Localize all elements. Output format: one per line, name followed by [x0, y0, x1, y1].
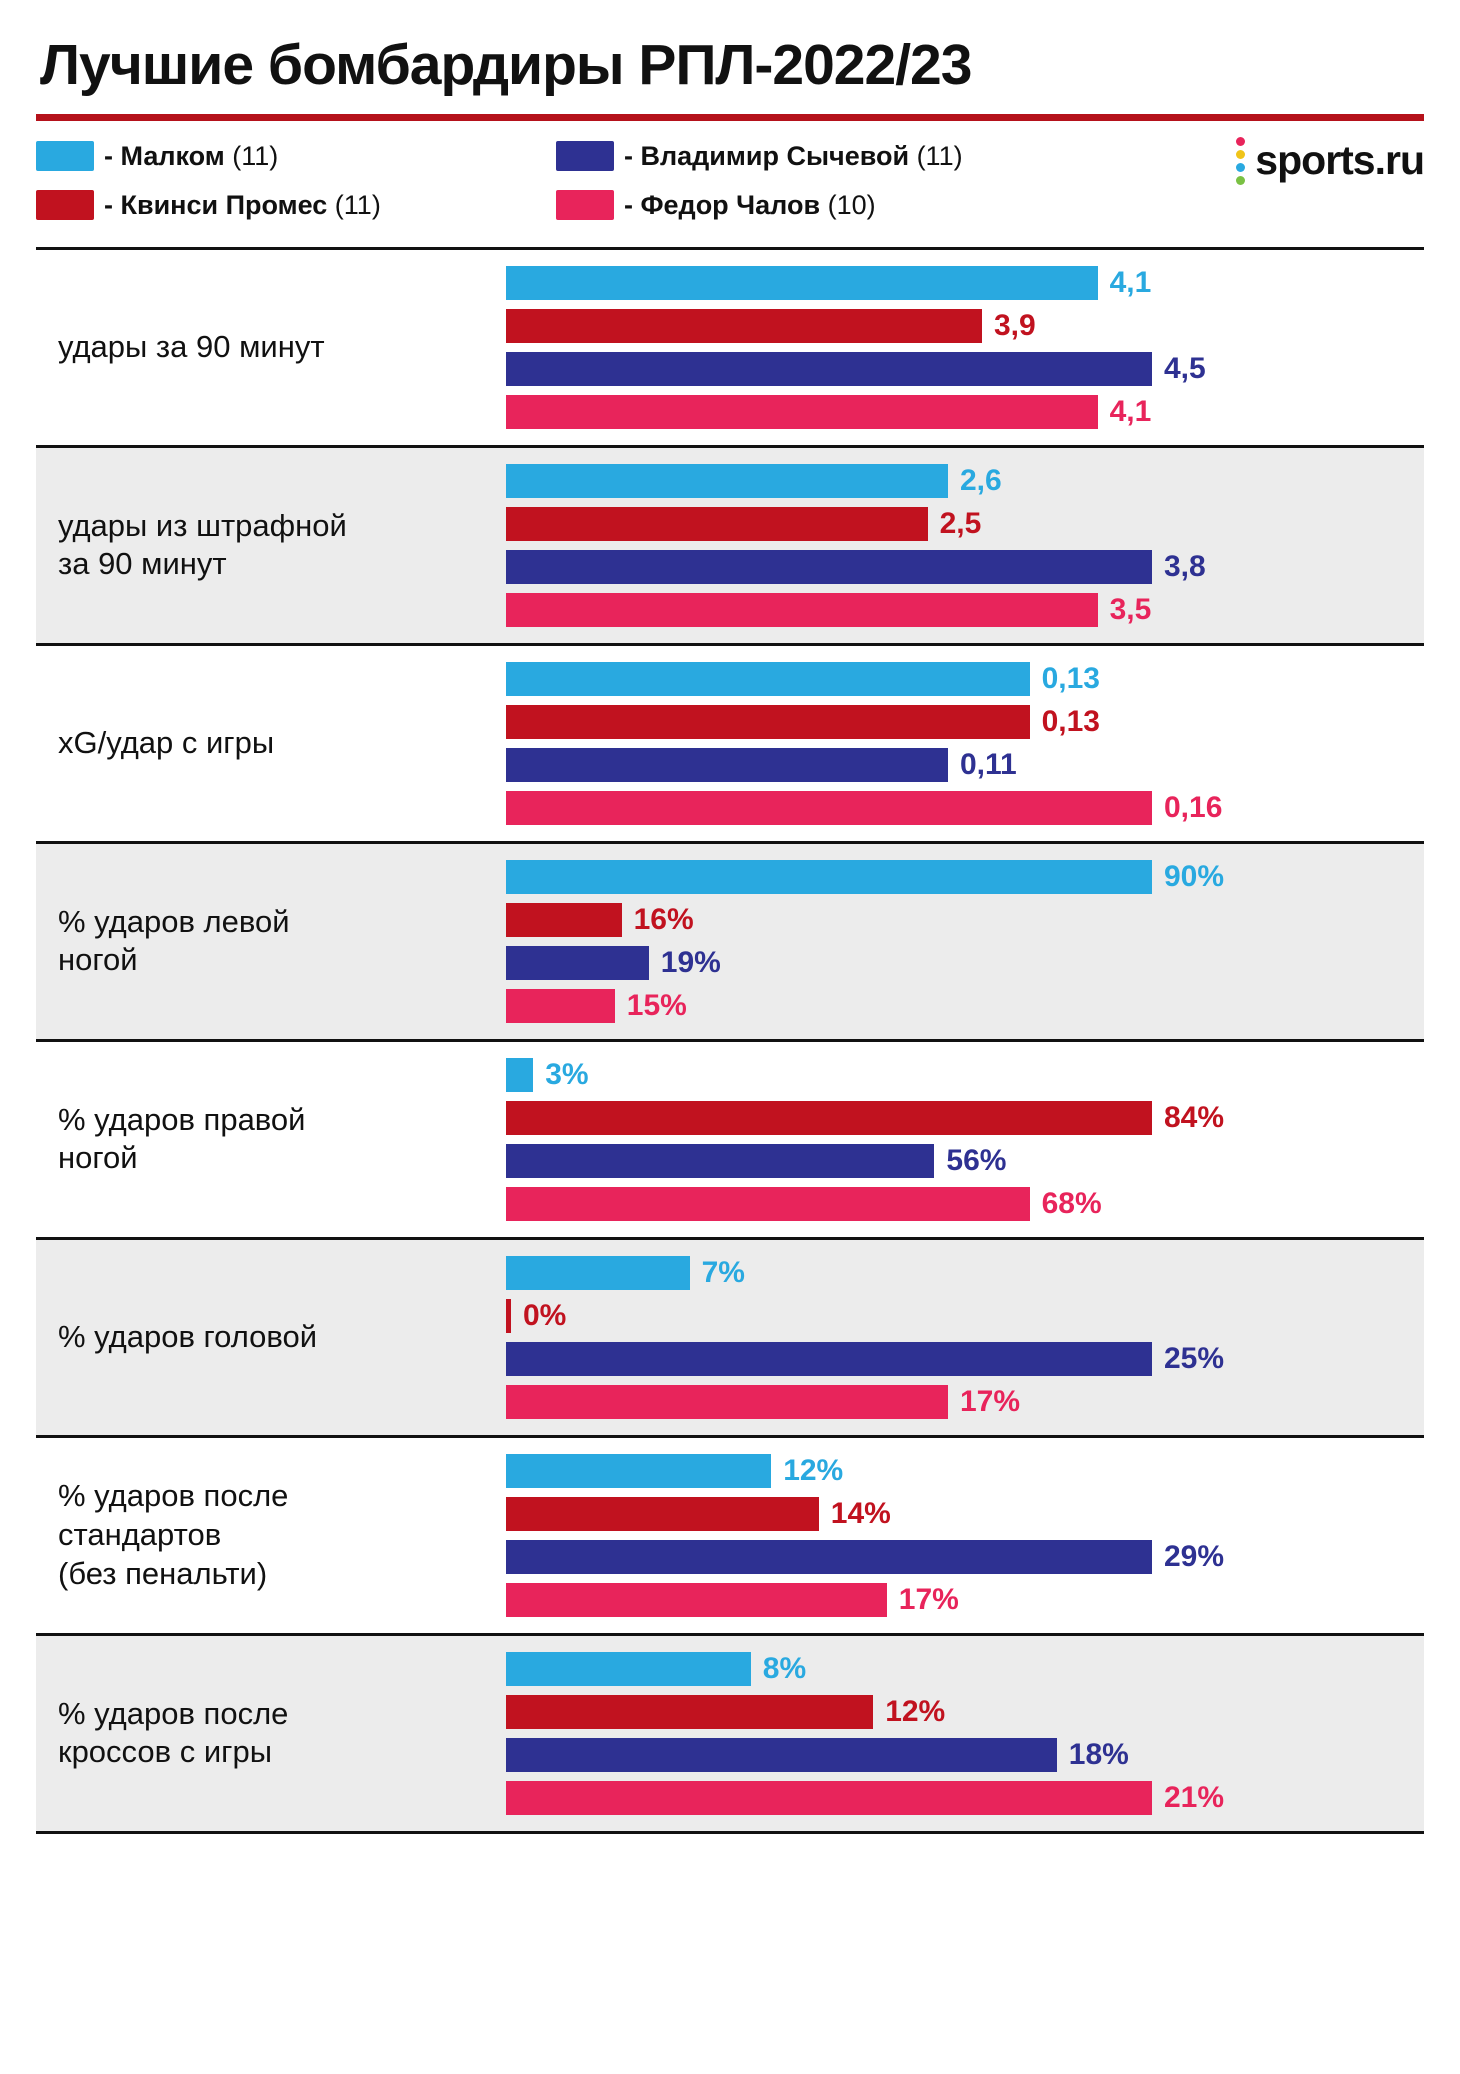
- bar-line: [506, 1652, 1424, 1686]
- row-label: % ударов после кроссов с игры: [58, 1695, 289, 1770]
- bar-value: 84%: [1164, 1100, 1225, 1134]
- bar-value: 7%: [701, 1255, 745, 1289]
- legend-label-chalov: - Федор Чалов (10): [624, 189, 876, 220]
- brand-logo: [1116, 137, 1424, 185]
- bar: [506, 748, 948, 782]
- row-label: удары из штрафной за 90 минут: [58, 507, 347, 582]
- bar-value: 21%: [1164, 1780, 1225, 1814]
- bar: [506, 266, 1098, 300]
- bar-line: [506, 860, 1424, 894]
- bar-value: 3%: [545, 1057, 589, 1091]
- bar-value: 0,13: [1041, 661, 1100, 695]
- bar: [506, 1454, 771, 1488]
- row-bars: [506, 250, 1424, 445]
- legend-label-sychevoy: - Владимир Сычевой (11): [624, 140, 963, 171]
- bar-line: [506, 352, 1424, 386]
- bar: [506, 1058, 533, 1092]
- table-row: [36, 1636, 1424, 1834]
- bar: [506, 791, 1152, 825]
- bar: [506, 309, 982, 343]
- bar-value: 19%: [660, 945, 721, 979]
- bar: [506, 507, 928, 541]
- row-bars: [506, 646, 1424, 841]
- row-bars: [506, 1240, 1424, 1435]
- bar-line: [506, 1144, 1424, 1178]
- legend-swatch-malcom: [36, 141, 94, 171]
- bar-line: [506, 507, 1424, 541]
- bar-line: [506, 1187, 1424, 1221]
- bar-line: [506, 1540, 1424, 1574]
- bar-value: 90%: [1164, 859, 1225, 893]
- row-label: % ударов левой ногой: [58, 903, 290, 978]
- bar-line: [506, 1497, 1424, 1531]
- bar: [506, 860, 1152, 894]
- bar-line: [506, 464, 1424, 498]
- stats-table: [36, 247, 1424, 1834]
- bar-value: 3,9: [994, 308, 1036, 342]
- bar-value: 16%: [633, 902, 694, 936]
- bar: [506, 903, 622, 937]
- bar-line: [506, 1101, 1424, 1135]
- bar-value: 3,5: [1109, 592, 1152, 626]
- bar-value: 12%: [885, 1694, 946, 1728]
- bar: [506, 705, 1030, 739]
- brand-name: sports.ru: [1255, 137, 1424, 184]
- bar-line: [506, 1058, 1424, 1092]
- legend-label-malcom: - Малком (11): [104, 140, 279, 171]
- bar-line: [506, 903, 1424, 937]
- table-row: [36, 844, 1424, 1042]
- bar: [506, 1101, 1152, 1135]
- legend-item-malcom: [36, 141, 556, 172]
- row-bars: [506, 448, 1424, 643]
- row-bars: [506, 1042, 1424, 1237]
- bar-line: [506, 309, 1424, 343]
- legend-item-promes: [36, 190, 556, 221]
- bar: [506, 1652, 751, 1686]
- table-row: [36, 1240, 1424, 1438]
- row-bars: [506, 844, 1424, 1039]
- dot-1: [1236, 137, 1245, 146]
- table-row: [36, 1042, 1424, 1240]
- bar: [506, 1299, 511, 1333]
- table-row: [36, 646, 1424, 844]
- bar-line: [506, 1695, 1424, 1729]
- dot-2: [1236, 150, 1245, 159]
- bar-value: 29%: [1164, 1539, 1225, 1573]
- bar: [506, 1738, 1057, 1772]
- row-label: xG/удар с игры: [58, 724, 275, 760]
- bar-value: 0,16: [1164, 790, 1223, 824]
- bar-line: [506, 989, 1424, 1023]
- bar-value: 0,11: [960, 747, 1017, 781]
- bar-value: 68%: [1041, 1186, 1102, 1220]
- bar: [506, 1781, 1152, 1815]
- bar-line: [506, 1583, 1424, 1617]
- legend-item-sychevoy: [556, 141, 1116, 172]
- row-bars: [506, 1636, 1424, 1831]
- bar: [506, 989, 615, 1023]
- table-row: [36, 448, 1424, 646]
- bar-value: 25%: [1164, 1341, 1225, 1375]
- row-label: % ударов после стандартов (без пенальти): [58, 1478, 289, 1591]
- bar-line: [506, 266, 1424, 300]
- bar: [506, 550, 1152, 584]
- bar: [506, 352, 1152, 386]
- bar: [506, 1144, 934, 1178]
- bar-line: [506, 662, 1424, 696]
- bar-value: 17%: [898, 1582, 959, 1616]
- bar: [506, 946, 649, 980]
- bar-line: [506, 791, 1424, 825]
- bar-value: 0%: [523, 1298, 567, 1332]
- bar: [506, 1385, 948, 1419]
- bar-value: 3,8: [1164, 549, 1206, 583]
- bar-line: [506, 1781, 1424, 1815]
- legend-swatch-promes: [36, 190, 94, 220]
- bar: [506, 593, 1098, 627]
- bar-line: [506, 395, 1424, 429]
- table-row: [36, 250, 1424, 448]
- bar: [506, 662, 1030, 696]
- bar-line: [506, 1342, 1424, 1376]
- row-bars: [506, 1438, 1424, 1633]
- legend-item-chalov: [556, 190, 1116, 221]
- row-label: % ударов правой ногой: [58, 1101, 306, 1176]
- row-label: % ударов головой: [58, 1318, 318, 1354]
- row-label: удары за 90 минут: [58, 328, 325, 364]
- bar-value: 2,6: [960, 463, 1002, 497]
- bar: [506, 395, 1098, 429]
- bar-value: 4,5: [1164, 351, 1206, 385]
- bar: [506, 1256, 690, 1290]
- bar-value: 15%: [626, 988, 687, 1022]
- bar-line: [506, 593, 1424, 627]
- bar-line: [506, 1299, 1424, 1333]
- bar-value: 4,1: [1109, 265, 1152, 299]
- bar-line: [506, 1385, 1424, 1419]
- legend-swatch-chalov: [556, 190, 614, 220]
- bar: [506, 1187, 1030, 1221]
- page-title: Лучшие бомбардиры РПЛ-2022/23: [40, 33, 972, 97]
- dot-4: [1236, 176, 1245, 185]
- bar-line: [506, 705, 1424, 739]
- bar-value: 56%: [946, 1143, 1007, 1177]
- bar-value: 18%: [1068, 1737, 1129, 1771]
- bar: [506, 1695, 873, 1729]
- bar-value: 2,5: [939, 506, 982, 540]
- dots-icon: [1236, 137, 1245, 185]
- legend: [36, 137, 1424, 221]
- bar-value: 17%: [960, 1384, 1021, 1418]
- bar: [506, 464, 948, 498]
- bar: [506, 1540, 1152, 1574]
- title-divider: [36, 114, 1424, 121]
- bar-value: 14%: [830, 1496, 891, 1530]
- legend-label-promes: - Квинси Промес (11): [104, 189, 381, 220]
- bar-line: [506, 1738, 1424, 1772]
- bar: [506, 1342, 1152, 1376]
- bar-line: [506, 748, 1424, 782]
- bar: [506, 1583, 887, 1617]
- bar-value: 0,13: [1041, 704, 1100, 738]
- bar-value: 8%: [762, 1651, 807, 1685]
- legend-swatch-sychevoy: [556, 141, 614, 171]
- dot-3: [1236, 163, 1245, 172]
- bar-value: 4,1: [1109, 394, 1152, 428]
- table-row: [36, 1438, 1424, 1636]
- bar-line: [506, 550, 1424, 584]
- bar-value: 12%: [783, 1453, 844, 1487]
- bar-line: [506, 946, 1424, 980]
- bar-line: [506, 1454, 1424, 1488]
- bar-line: [506, 1256, 1424, 1290]
- bar: [506, 1497, 819, 1531]
